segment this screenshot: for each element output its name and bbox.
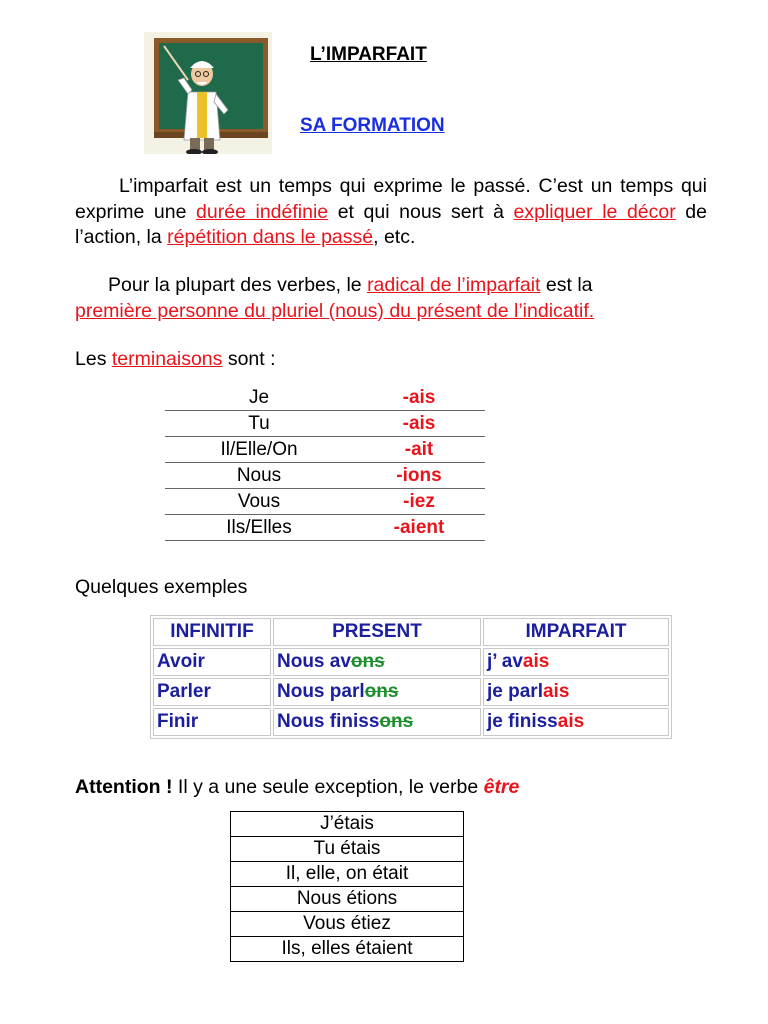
endings-intro	[75, 348, 276, 371]
table-row	[231, 862, 464, 887]
intro-paragraph	[75, 174, 707, 251]
pronoun-cell: Tu	[165, 411, 353, 437]
present-cell	[273, 708, 481, 736]
attention-text: Il y a une seule exception, le verbe	[172, 776, 484, 798]
table-row	[231, 837, 464, 862]
attention-note	[75, 776, 519, 799]
imparfait-ending: ais	[542, 681, 570, 702]
radical-paragraph	[75, 273, 707, 324]
pronoun-cell: Je	[165, 385, 353, 411]
pronoun-cell: Il/Elle/On	[165, 437, 353, 463]
present-ending-struck: ons	[350, 651, 385, 672]
present-stem: Nous finiss	[277, 711, 380, 732]
page-title: L’IMPARFAIT	[310, 44, 427, 65]
highlight-terminaisons: terminaisons	[111, 348, 223, 370]
present-ending-struck: ons	[364, 681, 399, 702]
imparfait-stem: j’ av	[487, 651, 523, 672]
endings-intro-text-2: sont :	[222, 348, 276, 370]
section-title: SA FORMATION	[300, 115, 445, 136]
examples-table	[150, 615, 672, 739]
imparfait-ending: ais	[522, 651, 550, 672]
ending-cell: -iez	[353, 489, 485, 515]
present-stem: Nous parl	[277, 681, 365, 702]
para1-text-4: , etc.	[373, 226, 416, 248]
pronoun-cell: Ils/Elles	[165, 515, 353, 541]
infinitive-cell: Avoir	[153, 648, 271, 676]
ending-cell: -aient	[353, 515, 485, 541]
highlight-premiere-personne: première personne du pluriel (nous) du présent de l’indicatif.	[75, 299, 595, 322]
pronoun-cell: Nous	[165, 463, 353, 489]
highlight-repetition: répétition dans le passé	[167, 226, 374, 248]
present-ending-struck: ons	[379, 711, 414, 732]
etre-form-cell: Vous étiez	[231, 912, 464, 937]
header-imparfait: IMPARFAIT	[483, 618, 669, 646]
infinitive-cell: Finir	[153, 708, 271, 736]
pronoun-cell: Vous	[165, 489, 353, 515]
para2-text-1: Pour la plupart des verbes, le	[108, 274, 368, 296]
imparfait-stem: je finiss	[487, 711, 558, 732]
ending-cell: -ait	[353, 437, 485, 463]
table-row	[231, 887, 464, 912]
etre-form-cell: J’étais	[231, 812, 464, 837]
etre-form-cell: Il, elle, on était	[231, 862, 464, 887]
etre-form-cell: Nous étions	[231, 887, 464, 912]
para2-text-2: est la	[540, 274, 593, 296]
table-row	[165, 437, 485, 463]
table-row	[153, 648, 669, 676]
imparfait-cell	[483, 708, 669, 736]
table-row	[165, 385, 485, 411]
table-row	[231, 937, 464, 962]
table-row	[231, 912, 464, 937]
header-present: PRESENT	[273, 618, 481, 646]
etre-form-cell: Ils, elles étaient	[231, 937, 464, 962]
table-row	[165, 489, 485, 515]
etre-form-cell: Tu étais	[231, 837, 464, 862]
table-row	[165, 515, 485, 541]
endings-intro-text-1: Les	[75, 348, 112, 370]
imparfait-stem: je parl	[487, 681, 543, 702]
highlight-duree-indefinie: durée indéfinie	[196, 200, 329, 223]
verb-etre: être	[483, 776, 520, 798]
present-stem: Nous av	[277, 651, 351, 672]
table-row	[231, 812, 464, 837]
highlight-expliquer-decor: expliquer le décor	[513, 200, 676, 223]
table-row	[165, 463, 485, 489]
table-row	[153, 678, 669, 706]
imparfait-cell	[483, 648, 669, 676]
imparfait-ending: ais	[557, 711, 585, 732]
table-row	[165, 411, 485, 437]
header-infinitif: INFINITIF	[153, 618, 271, 646]
imparfait-cell	[483, 678, 669, 706]
para1-text-3: de l’action, la	[75, 200, 707, 248]
attention-label: Attention !	[75, 776, 173, 798]
table-header-row	[153, 618, 669, 646]
para1-text-2: et qui nous sert à	[328, 200, 514, 223]
para1-text-1: L’imparfait est un temps qui exprime le passé. C’est un temps qui exprime une	[75, 175, 707, 223]
teacher-at-blackboard-icon	[144, 32, 272, 154]
present-cell	[273, 648, 481, 676]
examples-title: Quelques exemples	[75, 576, 248, 598]
present-cell	[273, 678, 481, 706]
etre-conjugation-table	[230, 811, 464, 962]
ending-cell: -ais	[353, 385, 485, 411]
endings-table	[165, 385, 485, 541]
ending-cell: -ions	[353, 463, 485, 489]
infinitive-cell: Parler	[153, 678, 271, 706]
table-row	[153, 708, 669, 736]
highlight-radical: radical de l’imparfait	[367, 274, 541, 296]
ending-cell: -ais	[353, 411, 485, 437]
